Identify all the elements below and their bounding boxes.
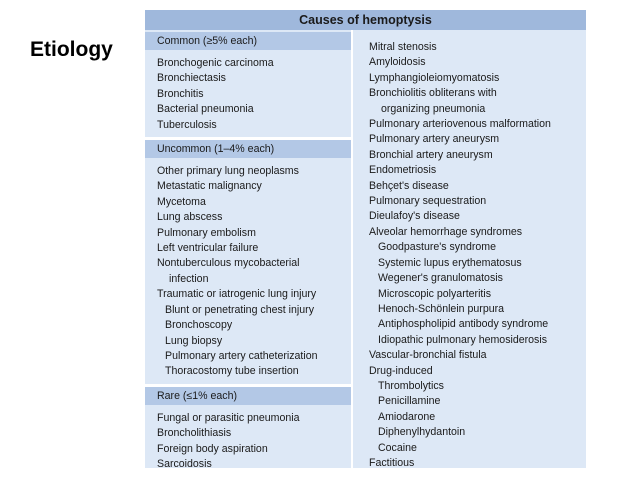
cause-item: Pulmonary arteriovenous malformation [369, 118, 551, 131]
cause-item: Factitious [369, 456, 415, 469]
cause-item: Pulmonary embolism [157, 226, 256, 239]
category-group [145, 158, 351, 384]
cause-item: Drug-induced [369, 364, 433, 377]
sub-cause-item: Cocaine [378, 441, 417, 454]
sub-cause-item: Lung biopsy [165, 334, 223, 347]
sub-cause-item: Idiopathic pulmonary hemosiderosis [378, 333, 547, 346]
category-group [145, 50, 351, 137]
sub-cause-item: Antiphospholipid antibody syndrome [378, 318, 549, 331]
slide-title: Etiology [30, 38, 113, 61]
cause-item: Alveolar hemorrhage syndromes [369, 225, 523, 238]
cause-item: Other primary lung neoplasms [157, 165, 299, 178]
cause-item: Vascular-bronchial fistula [369, 349, 487, 362]
sub-cause-item: Goodpasture's syndrome [378, 241, 497, 254]
sub-cause-item: Microscopic polyarteritis [378, 287, 492, 300]
cause-item: Behçet's disease [369, 179, 449, 192]
cause-item: Metastatic malignancy [157, 180, 262, 193]
sub-cause-item: Pulmonary artery catheterization [165, 349, 318, 362]
cause-item: Traumatic or iatrogenic lung injury [157, 288, 317, 301]
sub-cause-item: Henoch-Schönlein purpura [378, 302, 505, 315]
cause-item: Lymphangioleiomyomatosis [369, 71, 500, 84]
cause-item: Broncholithiasis [157, 427, 232, 440]
column-divider [351, 30, 353, 468]
cause-item: Fungal or parasitic pneumonia [157, 411, 300, 424]
cause-item: Amyloidosis [369, 56, 426, 69]
cause-item: Sarcoidosis [157, 457, 212, 470]
cause-item-continuation: infection [169, 272, 209, 285]
sub-cause-item: Penicillamine [378, 395, 441, 408]
sub-cause-item: Bronchoscopy [165, 319, 233, 332]
causes-table [145, 10, 586, 468]
cause-item: Lung abscess [157, 211, 223, 224]
cause-item: Nontuberculous mycobacterial [157, 257, 300, 270]
cause-item: Mitral stenosis [369, 41, 437, 53]
cause-item: Tuberculosis [157, 118, 217, 131]
sub-cause-item: Wegener's granulomatosis [378, 272, 503, 285]
cause-item: Bronchial artery aneurysm [369, 148, 493, 161]
category-heading: Uncommon (1–4% each) [145, 140, 351, 158]
sub-cause-item: Amiodarone [378, 410, 436, 423]
cause-item: Endometriosis [369, 164, 437, 177]
category-heading: Rare (≤1% each) [145, 387, 351, 405]
category-heading: Common (≥5% each) [145, 32, 351, 50]
left-column [145, 32, 351, 476]
sub-cause-item: Systemic lupus erythematosus [378, 256, 522, 269]
sub-cause-item: Thrombolytics [378, 379, 444, 392]
sub-cause-item: Blunt or penetrating chest injury [165, 303, 314, 316]
right-column [364, 40, 584, 471]
table-title: Causes of hemoptysis [145, 10, 586, 30]
cause-item: Pulmonary artery aneurysm [369, 133, 500, 146]
cause-item: Bronchiolitis obliterans with [369, 87, 497, 100]
cause-item: Bronchogenic carcinoma [157, 57, 274, 69]
cause-item: Mycetoma [157, 195, 206, 208]
category-group [145, 405, 351, 477]
cause-item-continuation: organizing pneumonia [381, 102, 486, 115]
cause-item: Bronchitis [157, 87, 204, 100]
cause-item: Bronchiectasis [157, 72, 226, 85]
cause-item: Left ventricular failure [157, 242, 259, 255]
cause-item: Pulmonary sequestration [369, 195, 487, 208]
sub-cause-item: Thoracostomy tube insertion [165, 365, 299, 378]
cause-item: Foreign body aspiration [157, 442, 268, 455]
sub-cause-item: Diphenylhydantoin [378, 426, 466, 439]
cause-item: Dieulafoy's disease [369, 210, 460, 223]
cause-item: Bacterial pneumonia [157, 103, 254, 116]
